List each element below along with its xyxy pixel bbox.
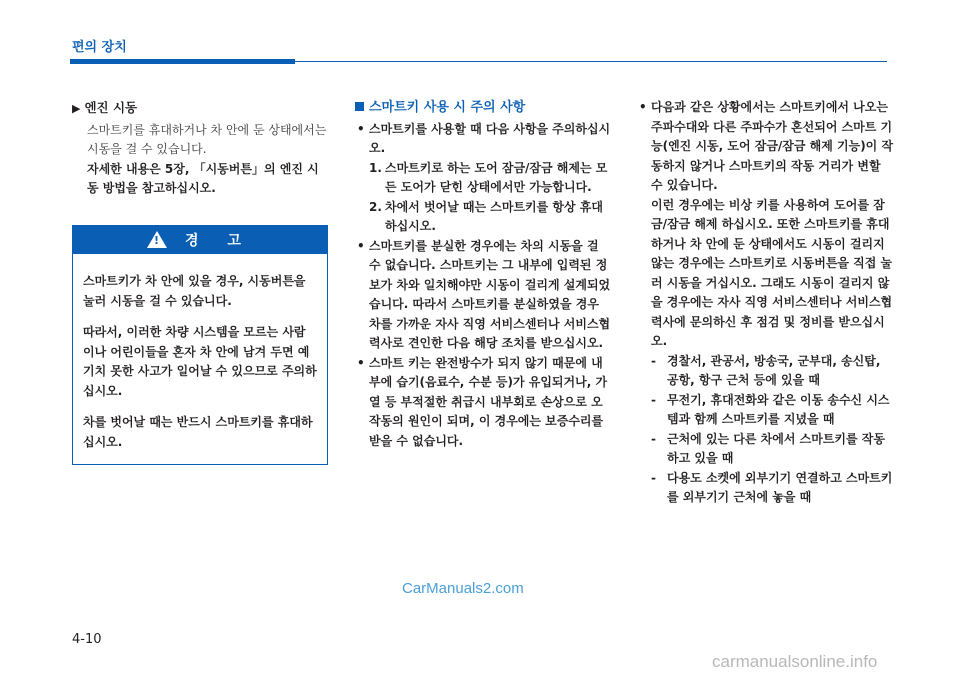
dash-item: - 경찰서, 관공서, 방송국, 군부대, 송신탑, 공항, 항구 근처 등에 있을 때 (637, 352, 895, 391)
bullet-item: • 스마트 키는 완전방수가 되지 않기 때문에 내부에 습기(음료수, 수분 등)가 유입되거나, 가열 등 부적절한 취급시 내부회로 손상으로 오작동의 원인이 되며, 이 경우에는 보증수리를 받을 수 없습니다. (355, 354, 613, 452)
bullet-item: • 스마트키를 분실한 경우에는 차의 시동을 걸 수 없습니다. 스마트키는 그 내부에 입력된 정보가 차와 일치해야만 시동이 걸리게 설계되었습니다. 따라서 스마트키를 분실하였을 경우 차를 가까운 자사 직영 서비스센터나 서비스협력사로 견인한 다음 해당 조치를 받으십시오. (355, 237, 613, 354)
section-title: 편의 장치 (72, 40, 127, 55)
numbered-item: 1. 스마트키로 하는 도어 잠금/잠금 해제는 모든 도어가 닫힌 상태에서만 가능합니다. (369, 160, 608, 194)
dash-item: - 다용도 소켓에 외부기기 연결하고 스마트키를 외부기기 근처에 놓을 때 (637, 469, 895, 508)
right-column (637, 98, 895, 508)
smartkey-caution-title: 스마트키 사용 시 주의 사항 (355, 98, 613, 118)
warning-paragraph: 스마트키가 차 안에 있을 경우, 시동버튼을 눌러 시동을 걸 수 있습니다. (83, 274, 306, 308)
bullet-item: • 스마트키를 사용할 때 다음 사항을 주의하십시오. (355, 120, 613, 159)
warning-paragraph: 차를 벗어날 때는 반드시 스마트키를 휴대하십시오. (83, 415, 313, 449)
header-rule (295, 61, 887, 62)
dash-item: - 무전기, 휴대전화와 같은 이동 송수신 시스템과 함께 스마트키를 지녔을 때 (637, 391, 895, 430)
page-number: 4-10 (72, 632, 102, 647)
triangle-right-icon: ▶ (72, 102, 81, 115)
footer-site-mark: carmanualsonline.info (712, 652, 878, 671)
engine-start-note: 자세한 내용은 5장, 「시동버튼」의 엔진 시동 방법을 참고하십시오. (87, 161, 319, 195)
warning-body (73, 254, 327, 470)
engine-start-heading: ▶ 엔진 시동 (72, 100, 138, 115)
paragraph: 이런 경우에는 비상 키를 사용하여 도어를 잠금/잠금 해제 하십시오. 또한 스마트키를 휴대하거나 차 안에 둔 상태에서도 시동이 걸리지 않는 경우에는 스마트키로 시동버튼을 직접 눌러 시동을 거십시오. 그래도 시동이 걸리지 않을 경우에는 자사 직영 서비스센터나 서비스협력사에 문의하신 후 점검 및 정비를 받으십시오. (651, 197, 893, 348)
engine-start-intro: 스마트키를 휴대하거나 차 안에 둔 상태에서는 시동을 걸 수 있습니다. (87, 122, 327, 156)
numbered-item: 2. 차에서 벗어날 때는 스마트키를 항상 휴대하십시오. (369, 199, 603, 233)
left-column (72, 98, 330, 199)
warning-box (72, 225, 328, 465)
warning-paragraph: 따라서, 이러한 차량 시스템을 모르는 사람이나 어린이들을 혼자 차 안에 남겨 두면 예기치 못한 사고가 일어날 수 있으므로 주의하십시오. (83, 325, 317, 398)
warning-icon (147, 231, 167, 248)
watermark-link[interactable]: CarManuals2.com (402, 580, 524, 597)
dash-item: - 근처에 있는 다른 차에서 스마트키를 작동하고 있을 때 (637, 430, 895, 469)
middle-column (355, 98, 613, 451)
square-bullet-icon (355, 102, 364, 111)
bullet-item: • 다음과 같은 상황에서는 스마트키에서 나오는 주파수대와 다른 주파수가 혼선되어 스마트 기능(엔진 시동, 도어 잠금/잠금 해제 기능)이 작동하지 않거나 스마트키의 작동 거리가 변할 수 있습니다. (637, 98, 895, 196)
warning-header: ! 경 고 (73, 226, 327, 254)
header-accent-bar (70, 59, 295, 64)
